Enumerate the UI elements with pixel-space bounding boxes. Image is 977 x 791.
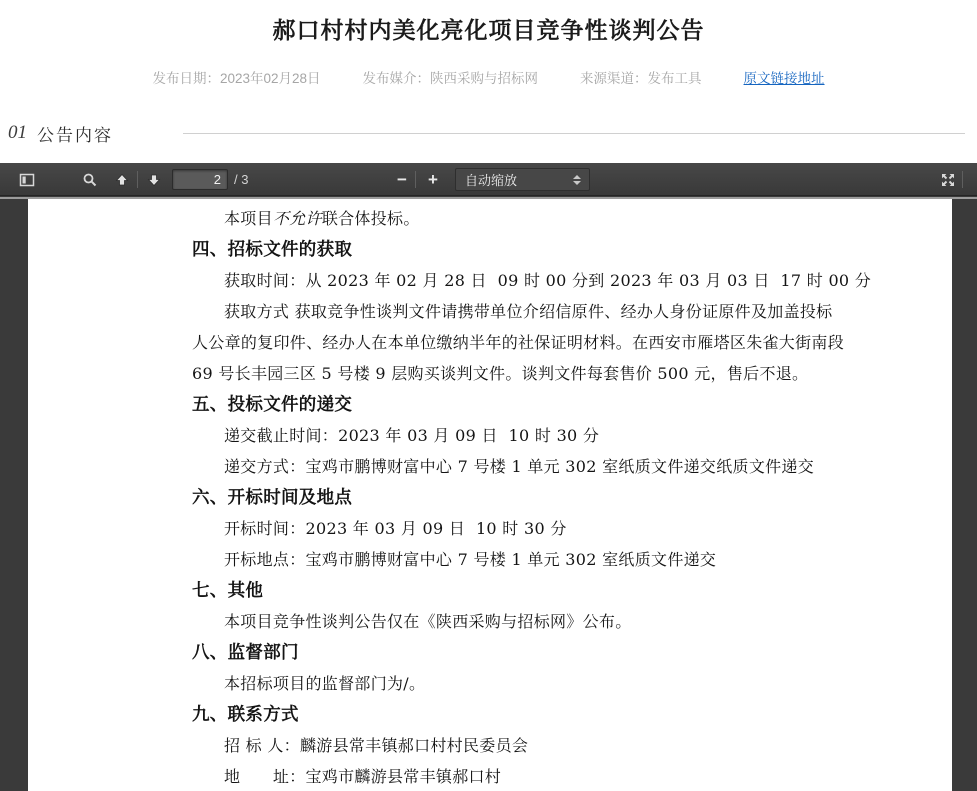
plus-icon: + xyxy=(428,170,438,189)
search-icon xyxy=(82,172,98,188)
zoom-in-button[interactable] xyxy=(420,167,446,192)
pdf-heading-line: 五、投标文件的递交 xyxy=(192,394,353,414)
original-link[interactable]: 原文链接地址 xyxy=(743,71,825,86)
pdf-heading-line: 九、联系方式 xyxy=(192,704,299,724)
toolbar-separator xyxy=(415,171,416,188)
pdf-text-line: 69 号长丰园三区 5 号楼 9 层购买谈判文件。谈判文件每套售价 500 元，售后不退。 xyxy=(192,364,809,383)
toolbar-separator xyxy=(137,171,138,188)
toolbar-separator xyxy=(962,171,963,188)
arrow-down-icon xyxy=(146,172,162,188)
sidebar-toggle-icon xyxy=(19,172,35,188)
pdf-text-line: 获取时间：从 2023 年 02 月 28 日 09 时 00 分到 2023 年 03 月 03 日 17 时 00 分 xyxy=(224,271,872,290)
fullscreen-expand-icon xyxy=(940,172,956,188)
zoom-mode-select[interactable] xyxy=(455,168,590,191)
page-count-label: / 3 xyxy=(234,172,249,187)
pdf-viewer xyxy=(0,163,977,791)
section-title: 公告内容 xyxy=(37,125,113,145)
pdf-toolbar xyxy=(0,163,977,196)
zoom-mode-value: 自动缩放 xyxy=(465,173,518,188)
pdf-text-line: 递交截止时间：2023 年 03 月 09 日 10 时 30 分 xyxy=(224,426,600,445)
pdf-text-line: 招 标 人：麟游县常丰镇郝口村村民委员会 xyxy=(224,736,529,755)
section-divider xyxy=(183,133,965,134)
announcement-header xyxy=(0,0,977,163)
minus-icon: − xyxy=(397,170,407,189)
search-button[interactable] xyxy=(77,167,103,192)
page-number-input[interactable] xyxy=(172,169,228,190)
pdf-heading-line: 四、招标文件的获取 xyxy=(192,239,353,259)
pdf-text-line: 递交方式：宝鸡市鹏博财富中心 7 号楼 1 单元 302 室纸质文件递交纸质文件递交 xyxy=(224,457,815,476)
fullscreen-button[interactable] xyxy=(935,167,961,192)
pdf-text-line: 获取方式 获取竞争性谈判文件请携带单位介绍信原件、经办人身份证原件及加盖投标 xyxy=(224,302,833,321)
pdf-text-layer xyxy=(28,199,952,791)
pdf-page xyxy=(28,199,952,791)
pdf-heading-line: 八、监督部门 xyxy=(192,642,299,662)
previous-page-button[interactable] xyxy=(109,167,135,192)
arrow-up-icon xyxy=(114,172,130,188)
page-title: 郝口村村内美化亮化项目竞争性谈判公告 xyxy=(272,17,705,43)
pdf-text-line: 本项目竞争性谈判公告仅在《陕西采购与招标网》公布。 xyxy=(224,612,632,631)
pdf-text-line: 开标地点：宝鸡市鹏博财富中心 7 号楼 1 单元 302 室纸质文件递交 xyxy=(224,550,717,569)
pdf-heading-line: 六、开标时间及地点 xyxy=(192,487,353,507)
sidebar-toggle-button[interactable] xyxy=(14,167,40,192)
source-channel: 来源渠道：发布工具 xyxy=(580,71,702,86)
pdf-text-line: 开标时间：2023 年 03 月 09 日 10 时 30 分 xyxy=(224,519,567,538)
next-page-button[interactable] xyxy=(141,167,167,192)
pdf-text-line: 人公章的复印件、经办人在本单位缴纳半年的社保证明材料。在西安市雁塔区朱雀大街南段 xyxy=(192,333,845,352)
zoom-out-button[interactable] xyxy=(389,167,415,192)
meta-row xyxy=(0,67,977,87)
publish-date: 发布日期：2023年02月28日 xyxy=(152,71,321,86)
section-header xyxy=(8,120,969,146)
publish-medium: 发布媒介：陕西采购与招标网 xyxy=(362,71,539,86)
pdf-text-line: 本招标项目的监督部门为/。 xyxy=(224,674,426,693)
pdf-heading-line: 七、其他 xyxy=(192,580,264,600)
pdf-text-line: 本项目不允许联合体投标。 xyxy=(224,209,420,228)
pdf-text-line: 地 址：宝鸡市麟游县常丰镇郝口村 xyxy=(224,767,502,786)
chevron-updown-icon xyxy=(573,175,581,185)
section-number: 01 xyxy=(8,122,27,143)
